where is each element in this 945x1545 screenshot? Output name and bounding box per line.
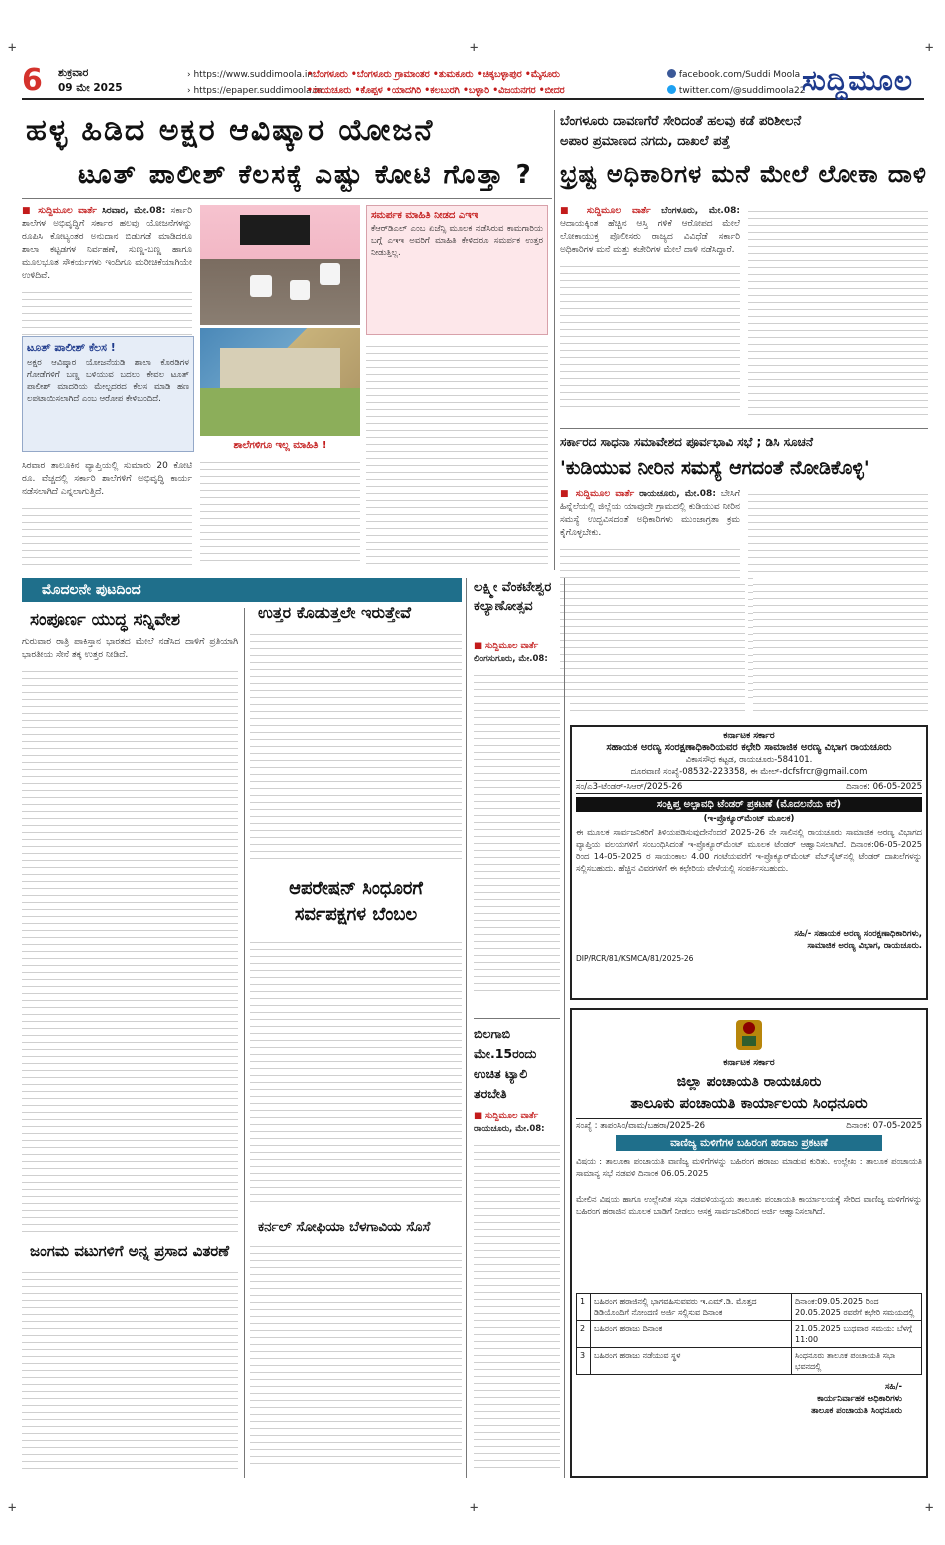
toothpolish-box-text: ಅಕ್ಷರ ಆವಿಷ್ಕಾರ ಯೋಜನೆಯಡಿ ಶಾಲಾ ಕೊಠಡಿಗಳ ಗೋಡೆಗಳಿಗೆ ಬಣ್ಣ ಬಳಿಯುವ ಬದಲು ಕೇವಲ ಟೂತ್ ಪಾಲೀಶ್ ಮಾದರಿಯ ಮೇಲ್ಪದರದ ಕೆಲಸ ಮಾಡಿ ಹಣ ಲಪಟಾಯಿಸಲಾಗಿದೆ ಎಂಬ ಆರೋಪ ಕೇಳಿಬಂದಿದೆ. [27, 358, 189, 404]
war-scenario-body: ಗುರುವಾರ ರಾತ್ರಿ ಪಾಕಿಸ್ತಾನ ಭಾರತದ ಮೇಲೆ ನಡೆಸಿದ ದಾಳಿಗೆ ಪ್ರತಿಯಾಗಿ ಭಾರತೀಯ ಸೇನೆ ತಕ್ಕ ಉತ್ತರ ನೀಡಿದೆ. [22, 636, 238, 1236]
website-link[interactable]: › https://www.suddimoola.in [187, 70, 314, 80]
aee-info-box [366, 205, 548, 335]
story2-kicker [560, 112, 930, 152]
photo-caption: ಶಾಲೆಗಳಿಗೂ ಇಲ್ಲ ಮಾಹಿತಿ ! [233, 440, 327, 451]
story3-continued-col1 [570, 578, 745, 718]
notice1-phone: ದೂರವಾಣಿ ಸಂಖ್ಯೆ-08532-223358, ಈ ಮೇಲ್-dcfsfrcr@gmail.com [630, 767, 868, 777]
story2-kicker2: ಅಪಾರ ಪ್ರಮಾಣದ ನಗದು, ದಾಖಲೆ ಪತ್ತೆ [560, 134, 730, 149]
forest-tender-notice [570, 725, 928, 1000]
photo-school-building [200, 328, 360, 436]
auction-schedule-table [576, 1293, 922, 1375]
facebook-link[interactable]: facebook.com/Suddi Moola [667, 67, 805, 83]
city-list [307, 67, 565, 99]
notice1-title: ಸಂಕ್ಷಿಪ್ತ ಅಲ್ಪಾವಧಿ ಟೆಂಡರ್ ಪ್ರಕಟಣೆ (ಮೊದಲನೆಯ ಕರೆ) [576, 797, 922, 812]
page-number: 6 [22, 63, 43, 98]
notice1-date: ದಿನಾಂಕ: 06-05-2025 [846, 782, 922, 792]
will-keep-answering-body [250, 628, 462, 868]
notice1-subtitle: (ಇ-ಪ್ರೊಕ್ಯೂರ್‌ಮೆಂಟ್ ಮೂಲಕ) [703, 814, 795, 824]
colonel-sofia-headline: ಕರ್ನಲ್ ಸೋಫಿಯಾ ಬೆಳಗಾವಿಯ ಸೊಸೆ [258, 1219, 431, 1235]
twitter-link[interactable]: twitter.com/@suddimoola22 [667, 83, 805, 99]
toothpolish-box [22, 336, 194, 452]
notice1-body: ಈ ಮೂಲಕ ಸಾರ್ವಜನಿಕರಿಗೆ ತಿಳಿಯಪಡಿಸುವುದೇನೆಂದರೆ 2025-26 ನೇ ಸಾಲಿನಲ್ಲಿ ರಾಯಚೂರು ಸಾಮಾಜಿಕ ಅರಣ್ಯ ವಿಭಾಗದ ವ್ಯಾಪ್ತಿಯ ವಲಯಗಳಿಗೆ ಸಂಬಂಧಿಸಿದಂತೆ ಇ-ಪ್ರೊಕ್ಯೂರ್‌ಮೆಂಟ್ ಮೂಲಕ ಟೆಂಡರ್ ಆಹ್ವಾನಿಸಲಾಗಿದೆ. ದಿನಾಂಕ:06-05-2025 ರಿಂದ 14-05-2025 ರ ಸಾಯಂಕಾಲ 4.00 ಗಂಟೆಯವರೆಗೆ ಇ-ಪ್ರೊಕ್ಯೂರ್‌ಮೆಂಟ್ ವೆಬ್‌ಸೈಟ್‌ನಲ್ಲಿ ಟೆಂಡರ್ ದಾಖಲೆಗಳನ್ನು ಸಲ್ಲಿಸಬಹುದು. ಹೆಚ್ಚಿನ ವಿವರಗಳಿಗೆ ಈ ಕಛೇರಿಯ ವೇಳೆಯಲ್ಲಿ ಸಂಪರ್ಕಿಸಬಹುದು. [576, 827, 922, 873]
aee-box-title: ಸಮರ್ಪಕ ಮಾಹಿತಿ ನೀಡದ ಎಇಇ [371, 210, 479, 221]
notice1-address: ವಿಕಾಸಸೌಧ ಕಟ್ಟಡ, ರಾಯಚೂರು-584101. [685, 755, 813, 765]
notice1-office: ಸಹಾಯಕ ಅರಣ್ಯ ಸಂರಕ್ಷಣಾಧಿಕಾರಿಯವರ ಕಛೇರಿ ಸಾಮಾಜಿಕ ಅರಣ್ಯ ವಿಭಾಗ ರಾಯಚೂರು [606, 742, 892, 753]
registration-mark: + [470, 1500, 479, 1516]
registration-mark: + [8, 1500, 17, 1516]
war-scenario-headline: ಸಂಪೂರ್ಣ ಯುದ್ಧ ಸನ್ನಿವೇಶ [30, 610, 181, 630]
notice2-gov: ಕರ್ನಾಟಕ ಸರ್ಕಾರ [723, 1058, 775, 1068]
social-links [667, 67, 805, 99]
city-row: •ರಾಯಚೂರು •ಕೊಪ್ಪಳ •ಯಾದಗಿರಿ •ಕಲಬುರಗಿ •ಬಳ್ಳಾರಿ •ವಿಜಯನಗರ •ಬೀದರ [307, 85, 565, 96]
story1-body: ಸಿರವಾರ ತಾಲೂಕಿನ ವ್ಯಾಪ್ತಿಯಲ್ಲಿ ಸುಮಾರು 20 ಕೋಟಿ ರೂ. ವೆಚ್ಚದಲ್ಲಿ ಸರ್ಕಾರಿ ಶಾಲೆಗಳಿಗೆ ಅಭಿವೃದ್ಧಿ ಕಾರ್ಯ ನಡೆಸಲಾಗಿದೆ ಎನ್ನಲಾಗುತ್ತಿದೆ. [22, 460, 192, 570]
notice2-office: ತಾಲೂಕು ಪಂಚಾಯತಿ ಕಾರ್ಯಾಲಯ ಸಿಂಧನೂರು [630, 1094, 868, 1112]
front-page-continued-banner: ಮೊದಲನೇ ಪುಟದಿಂದ [22, 578, 462, 602]
story2-col2 [748, 205, 928, 425]
table-row: 3 ಬಹಿರಂಗ ಹರಾಜು ನಡೆಯುವ ಸ್ಥಳ ಸಿಂಧನೂರು ತಾಲೂಕ ಪಂಚಾಯತಿ ಸಭಾ ಭವನದಲ್ಲಿ [577, 1348, 922, 1375]
date-label: 09 ಮೇ 2025 [58, 82, 123, 94]
day-label: ಶುಕ್ರವಾರ [58, 67, 89, 79]
anna-prasada-headline: ಜಂಗಮ ವಟುಗಳಿಗೆ ಅನ್ನ ಪ್ರಸಾದ ವಿತರಣೆ [30, 1242, 230, 1260]
will-keep-answering-headline: ಉತ್ತರ ಕೊಡುತ್ತಲೇ ಇರುತ್ತೇವೆ [258, 603, 411, 622]
story1-headline: ಹಳ್ಳ ಹಿಡಿದ ಅಕ್ಷರ ಆವಿಷ್ಕಾರ ಯೋಜನೆ [26, 113, 435, 148]
facebook-icon [667, 69, 676, 78]
story2-kicker1: ಬೆಂಗಳೂರು ದಾವಣಗೆರೆ ಸೇರಿದಂತೆ ಹಲವು ಕಡೆ ಪರಿಶೀಲನೆ [560, 114, 802, 129]
kalyanotsava-body: ■ ಸುದ್ದಿಮೂಲ ವಾರ್ತೆ ಲಿಂಗಸುಗೂರು, ಮೇ.08: [474, 640, 560, 995]
notice2-subject: ವಿಷಯ : ತಾಲೂಕಾ ಪಂಚಾಯತಿ ವಾಣಿಜ್ಯ ಮಳಿಗೆಗಳನ್ನು ಬಹಿರಂಗ ಹರಾಜು ಮಾಡುವ ಕುರಿತು. ಉಲ್ಲೇಖ : ತಾಲೂಕ ಪಂಚಾಯತಿ ಸಾಮಾನ್ಯ ಸಭೆ ನಡವಳಿ ದಿನಾಂಕ 06.05.2025 [576, 1156, 922, 1178]
story3-col1: ■ ಸುದ್ದಿಮೂಲ ವಾರ್ತೆ ರಾಯಚೂರು, ಮೇ.08: ಬೇಸಿಗೆ ಹಿನ್ನೆಲೆಯಲ್ಲಿ ಜಿಲ್ಲೆಯ ಯಾವುದೇ ಗ್ರಾಮದಲ್ಲಿ ಕುಡಿಯುವ ನೀರಿನ ಸಮಸ್ಯೆ ಉದ್ಭವಿಸದಂತೆ ಅಧಿಕಾರಿಗಳು ಮುಂಜಾಗ್ರತಾ ಕ್ರಮ ಕೈಗೊಳ್ಳಬೇಕು. [560, 488, 740, 708]
story3-headline: 'ಕುಡಿಯುವ ನೀರಿನ ಸಮಸ್ಯೆ ಆಗದಂತೆ ನೋಡಿಕೊಳ್ಳಿ' [560, 457, 870, 479]
all-party-support-body [250, 936, 462, 1211]
epaper-link[interactable]: › https://epaper.suddimoola.in [187, 86, 323, 96]
issue-date [58, 66, 123, 96]
notice2-date: ದಿನಾಂಕ: 07-05-2025 [846, 1121, 922, 1131]
anna-prasada-body [22, 1266, 238, 1476]
story2-headline: ಭ್ರಷ್ಟ ಅಧಿಕಾರಿಗಳ ಮನೆ ಮೇಲೆ ಲೋಕಾ ದಾಳಿ [560, 160, 927, 188]
story1-body-col2 [200, 456, 360, 570]
notice2-org: ಜಿಲ್ಲಾ ಪಂಚಾಯತಿ ರಾಯಚೂರು [676, 1074, 822, 1090]
toothpolish-box-title: ಟೂತ್ ಪಾಲೀಶ್ ಕೆಲಸ ! [27, 341, 116, 354]
notice1-ref: ಸಂ/ಎ3-ಟೆಂಡರ್-ಸಿಆರ್‌/2025-26 [576, 782, 683, 792]
notice1-signature: ಸಹಿ/- ಸಹಾಯಕ ಅರಣ್ಯ ಸಂರಕ್ಷಣಾಧಿಕಾರಿಗಳು, ಸಾಮಾಜಿಕ ಅರಣ್ಯ ವಿಭಾಗ, ರಾಯಚೂರು. [794, 929, 922, 951]
tally-training-headline: ಬಿಲಗಾಬಿ ಮೇ.15ರಂದು ಉಚಿತ ಟ್ಯಾಲಿ ತರಬೇತಿ [474, 1026, 537, 1101]
tally-training-body: ■ ಸುದ್ದಿಮೂಲ ವಾರ್ತೆ ರಾಯಚೂರು, ಮೇ.08: [474, 1110, 560, 1475]
notice2-body: ಮೇಲಿನ ವಿಷಯ ಹಾಗೂ ಉಲ್ಲೇಖಿತ ಸಭಾ ನಡವಳಿಯನ್ವಯ ತಾಲೂಕು ಪಂಚಾಯತಿ ಕಾರ್ಯಾಲಯಕ್ಕೆ ಸೇರಿದ ವಾಣಿಜ್ಯ ಮಳಿಗೆಗಳನ್ನು ಬಹಿರಂಗ ಹರಾಜಿನ ಮೂಲಕ ಬಾಡಿಗೆ ನೀಡಲು ಆಸಕ್ತ ಸಾರ್ವಜನಿಕರಿಂದ ಅರ್ಜಿ ಆಹ್ವಾನಿಸಲಾಗಿದೆ. [576, 1194, 922, 1216]
photo-wall-paint [200, 205, 360, 325]
website-links [187, 67, 323, 99]
story1-lead: ■ ಸುದ್ದಿಮೂಲ ವಾರ್ತೆ ಸಿರವಾರ, ಮೇ.08: ಸರ್ಕಾರಿ ಶಾಲೆಗಳ ಅಭಿವೃದ್ಧಿಗೆ ಸರ್ಕಾರ ಹಲವು ಯೋಜನೆಗಳನ್ನು ರೂಪಿಸಿ ಕೋಟ್ಯಂತರ ಅನುದಾನ ಬಿಡುಗಡೆ ಮಾಡಿದರೂ ಶಾಲಾ ಕಟ್ಟಡಗಳ ನಿರ್ವಹಣೆ, ಸುಣ್ಣ-ಬಣ್ಣ ಹಾಗೂ ಮೂಲಭೂತ ಸೌಕರ್ಯಗಳು ಇಂದಿಗೂ ಮರೀಚಿಕೆಯಾಗಿಯೇ ಉಳಿದಿವೆ. [22, 205, 192, 335]
registration-mark: + [8, 40, 17, 56]
page-header [22, 64, 924, 100]
karnataka-emblem-icon [576, 1014, 922, 1058]
registration-mark: + [470, 40, 479, 56]
story1-subheadline: ಟೂತ್ ಪಾಲೀಶ್ ಕೆಲಸಕ್ಕೆ ಎಷ್ಟು ಕೋಟಿ ಗೊತ್ತಾ ? [78, 160, 533, 190]
notice1-code: DIP/RCR/81/KSMCA/81/2025-26 [576, 954, 694, 963]
table-row: 2 ಬಹಿರಂಗ ಹರಾಜು ದಿನಾಂಕ 21.05.2025 ಬುಧವಾರ ಸಮಯ: ಬೆಳಗ್ಗೆ 11:00 [577, 1321, 922, 1348]
notice2-signature: ಸಹಿ/- ಕಾರ್ಯನಿರ್ವಾಹಕ ಅಧಿಕಾರಿಗಳು ತಾಲೂಕ ಪಂಚಾಯತಿ ಸಿಂಧನೂರು [811, 1382, 902, 1416]
story1-body-col3 [366, 340, 548, 570]
story3-kicker: ಸರ್ಕಾರದ ಸಾಧನಾ ಸಮಾವೇಶದ ಪೂರ್ವಭಾವಿ ಸಭೆ ; ಡಿಸಿ ಸೂಚನೆ [560, 435, 813, 449]
city-row: •ಬೆಂಗಳೂರು •ಬೆಂಗಳೂರು ಗ್ರಾಮಾಂತರ •ತುಮಕೂರು •ಚಿಕ್ಕಬಳ್ಳಾಪುರ •ಮೈಸೂರು [307, 69, 560, 80]
all-party-support-headline: ಆಪರೇಷನ್ ಸಿಂಧೂರಗೆ ಸರ್ವಪಕ್ಷಗಳ ಬೆಂಬಲ [289, 878, 423, 925]
notice2-title: ವಾಣಿಜ್ಯ ಮಳಿಗೆಗಳ ಬಹಿರಂಗ ಹರಾಜು ಪ್ರಕಟಣೆ [616, 1135, 882, 1151]
story2-col1: ■ ಸುದ್ದಿಮೂಲ ವಾರ್ತೆ ಬೆಂಗಳೂರು, ಮೇ.08: ಆದಾಯಕ್ಕಿಂತ ಹೆಚ್ಚಿನ ಆಸ್ತಿ ಗಳಿಕೆ ಆರೋಪದ ಮೇಲೆ ಲೋಕಾಯುಕ್ತ ಪೊಲೀಸರು ರಾಜ್ಯದ ವಿವಿಧೆಡೆ ಸರ್ಕಾರಿ ಅಧಿಕಾರಿಗಳ ಮನೆ ಮತ್ತು ಕಚೇರಿಗಳ ಮೇಲೆ ದಾಳಿ ನಡೆಸಿದ್ದಾರೆ. [560, 205, 740, 425]
table-row: 1 ಬಹಿರಂಗ ಹರಾಜಿನಲ್ಲಿ ಭಾಗವಹಿಸುವವರು ಇ.ಎಮ್.ಡಿ. ಮೊತ್ತದ ಡಿಡಿಯೊಂದಿಗೆ ನೋಂದಣಿ ಅರ್ಜಿ ಸಲ್ಲಿಸುವ ದಿನಾಂಕ ದಿನಾಂಕ:09.05.2025 ರಿಂದ 20.05.2025 ರವರೆಗೆ ಕಛೇರಿ ಸಮಯದಲ್ಲಿ [577, 1294, 922, 1321]
kalyanotsava-headline: ಲಕ್ಷ್ಮೀ ವೆಂಕಟೇಶ್ವರ ಕಲ್ಯಾಣೋತ್ಸವ [474, 580, 552, 614]
story3-continued-col2 [753, 578, 928, 718]
registration-mark: + [925, 1500, 934, 1516]
notice2-ref: ಸಂಖ್ಯೆ : ತಾಪಂಸಿಂ/ವಾಮ/ಬಹರಾ/2025-26 [576, 1121, 706, 1131]
twitter-icon [667, 85, 676, 94]
aee-box-text: ಕೆಆರ್‌ಡಿಎಲ್ ಎಂಬ ಏಜೆನ್ಸಿ ಮೂಲಕ ನಡೆಸಿರುವ ಕಾಮಗಾರಿಯ ಬಗ್ಗೆ ಎಇಇ ಅವರಿಗೆ ಮಾಹಿತಿ ಕೇಳಿದರೂ ಸಮರ್ಪಕ ಉತ್ತರ ನೀಡುತ್ತಿಲ್ಲ. [371, 224, 543, 258]
colonel-sofia-body [250, 1240, 462, 1476]
masthead-logo: ಸುದ್ದಿಮೂಲ [802, 64, 914, 97]
shop-auction-notice [570, 1008, 928, 1478]
registration-mark: + [925, 40, 934, 56]
notice1-gov: ಕರ್ನಾಟಕ ಸರ್ಕಾರ [723, 731, 775, 741]
